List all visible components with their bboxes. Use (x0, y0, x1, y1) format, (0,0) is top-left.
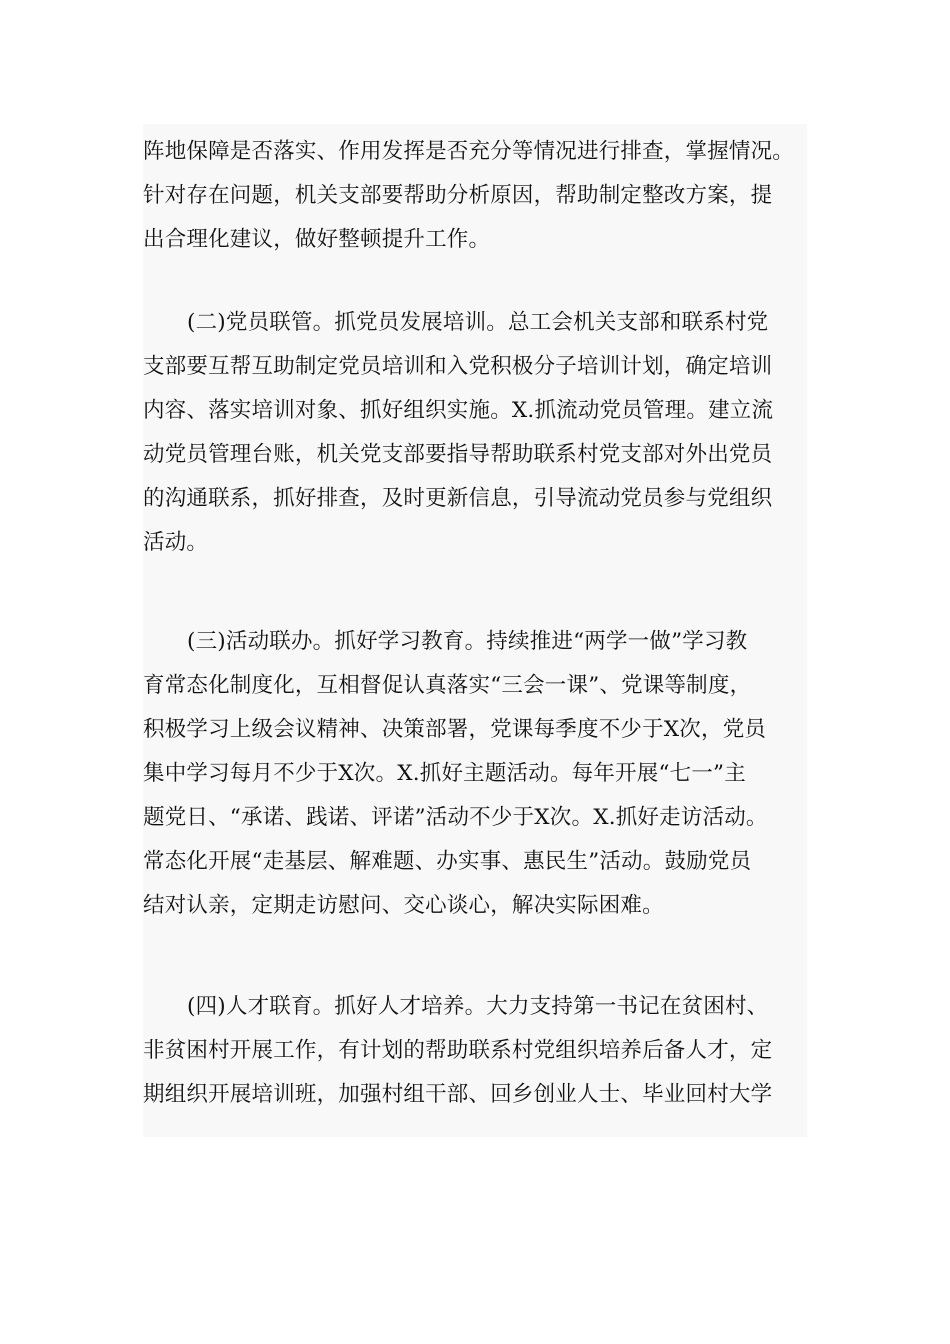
paragraph-3 (143, 620, 807, 928)
paragraph-1 (143, 130, 807, 262)
paragraph-4 (143, 985, 807, 1117)
text-line: 出合理化建议，做好整顿提升工作。 (143, 227, 491, 252)
text-line: 非贫困村开展工作，有计划的帮助联系村党组织培养后备人才，定 (143, 1038, 773, 1063)
text-line: (二)党员联管。抓党员发展培训。总工会机关支部和联系村党 (187, 310, 769, 335)
text-line: 育常态化制度化，互相督促认真落实“三会一课”、党课等制度， (143, 673, 752, 698)
document-text-block (143, 124, 807, 1137)
text-line: 内容、落实培训对象、抓好组织实施。X.抓流动党员管理。建立流 (143, 398, 774, 423)
text-line: 的沟通联系，抓好排查，及时更新信息，引导流动党员参与党组织 (143, 486, 773, 511)
text-line: 针对存在问题，机关支部要帮助分析原因，帮助制定整改方案，提 (143, 183, 773, 208)
text-line: (四)人才联育。抓好人才培养。大力支持第一书记在贫困村、 (187, 994, 769, 1019)
text-line: 支部要互帮互助制定党员培训和入党积极分子培训计划，确定培训 (143, 354, 773, 379)
text-line: 动党员管理台账，机关党支部要指导帮助联系村党支部对外出党员 (143, 442, 773, 467)
text-line: 阵地保障是否落实、作用发挥是否充分等情况进行排查，掌握情况。 (143, 139, 795, 164)
text-line: 期组织开展培训班，加强村组干部、回乡创业人士、毕业回村大学 (143, 1082, 773, 1107)
text-line: 常态化开展“走基层、解难题、办实事、惠民生”活动。鼓励党员 (143, 849, 752, 874)
paragraph-2 (143, 301, 807, 565)
text-line: 结对认亲，定期走访慰问、交心谈心，解决实际困难。 (143, 893, 664, 918)
text-line: 活动。 (143, 530, 209, 555)
text-line: 积极学习上级会议精神、决策部署，党课每季度不少于X次，党员 (143, 717, 767, 742)
text-line: 集中学习每月不少于X次。X.抓好主题活动。每年开展“七一”主 (143, 761, 746, 786)
text-line: (三)活动联办。抓好学习教育。持续推进“两学一做”学习教 (187, 629, 748, 654)
text-line: 题党日、“承诺、践诺、评诺”活动不少于X次。X.抓好走访活动。 (143, 805, 768, 830)
